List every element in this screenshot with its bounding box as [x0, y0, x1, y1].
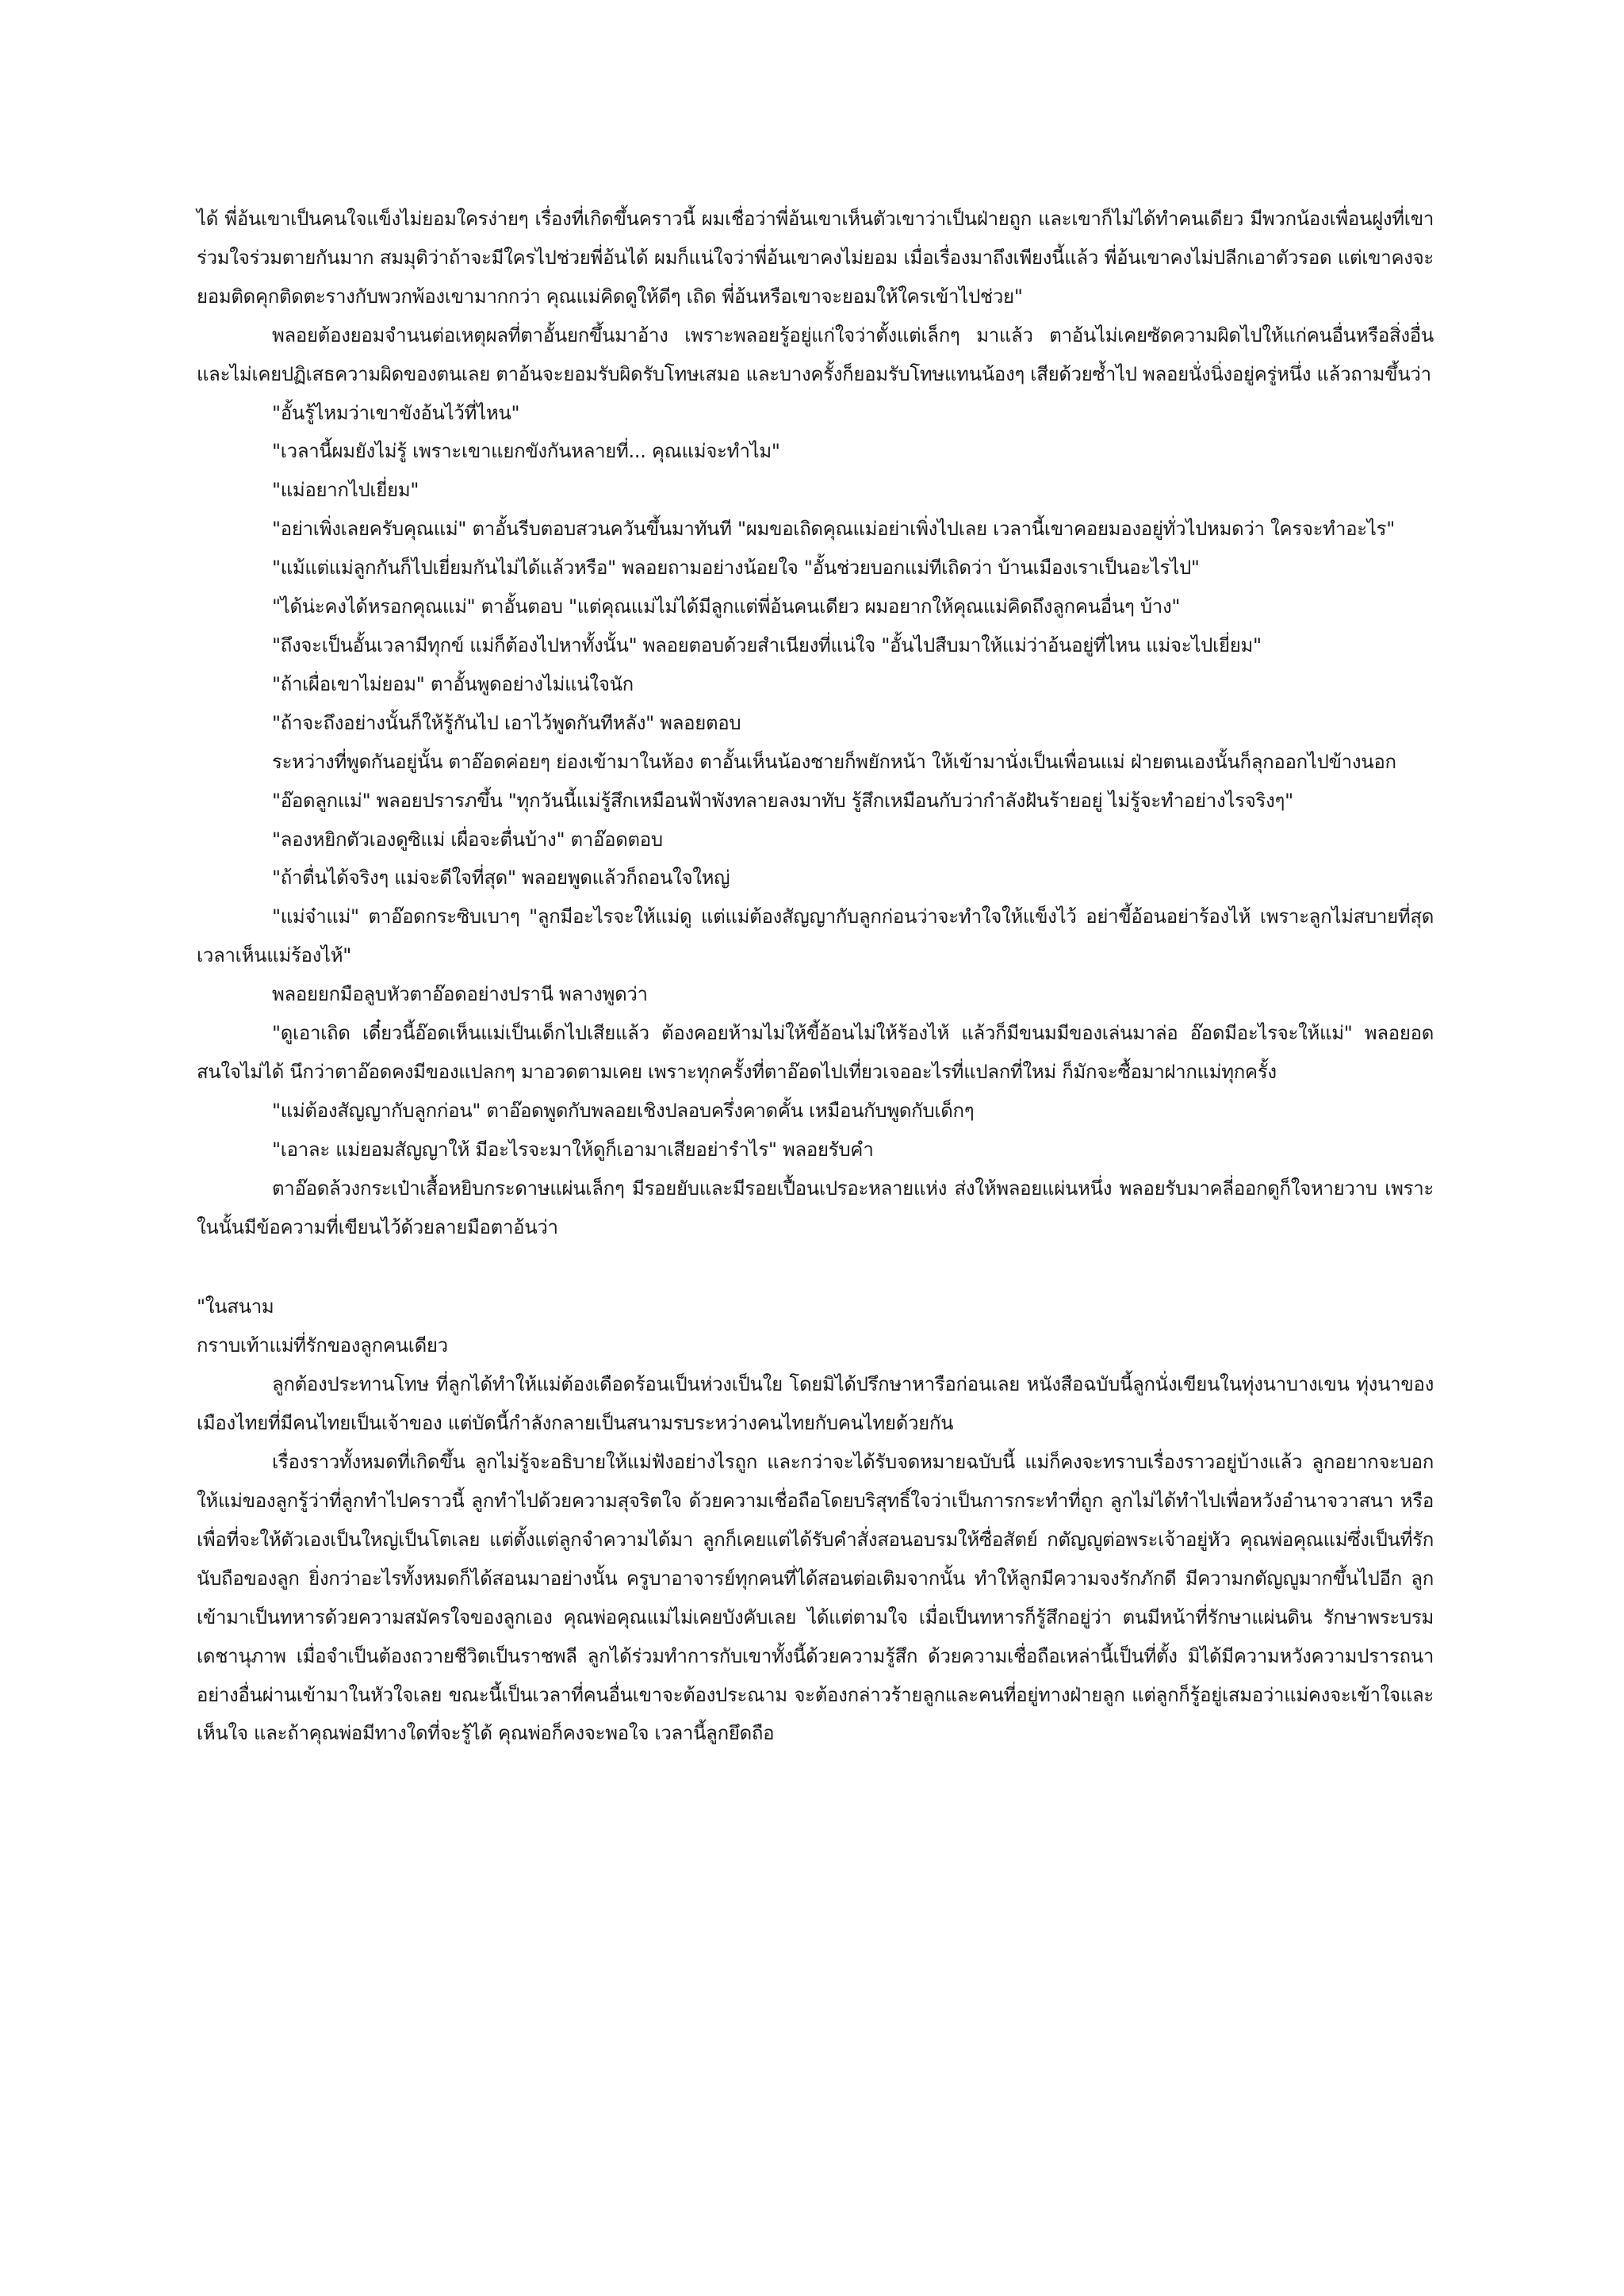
- letter-paragraph: เรื่องราวทั้งหมดที่เกิดขึ้น ลูกไม่รู้จะอธิบายให้แม่ฟังอย่างไรถูก และกว่าจะได้รับจดหมายฉบับนี้ แม่ก็คงจะทราบเรื่องราวอยู่บ้างแล้ว ลูกอยากจะบอกให้แม่ของลูกรู้ว่าที่ลูกทำไปคราวนี้ ลูกทำไปด้วยความสุจริตใจ ด้วยความเชื่อถือโดยบริสุทธิ์ใจว่าเป็นการกระทำที่ถูก ลูกไม่ได้ทำไปเพื่อหวังอำนาจวาสนา หรือเพื่อที่จะให้ตัวเองเป็นใหญ่เป็นโตเลย แต่ตั้งแต่ลูกจำความได้มา ลูกก็เคยแต่ได้รับคำสั่งสอนอบรมให้ซื่อสัตย์ กตัญญูต่อพระเจ้าอยู่หัว คุณพ่อคุณแม่ซึ่งเป็นที่รักนับถือของลูก ยิ่งกว่าอะไรทั้งหมดก็ได้สอนมาอย่างนั้น ครูบาอาจารย์ทุกคนที่ได้สอนต่อเติมจากนั้น ทำให้ลูกมีความจงรักภักดี มีความกตัญญูมากขึ้นไปอีก ลูกเข้ามาเป็นทหารด้วยความสมัครใจของลูกเอง คุณพ่อคุณแม่ไม่เคยบังคับเลย ได้แต่ตามใจ เมื่อเป็นทหารก็รู้สึกอยู่ว่า ตนมีหน้าที่รักษาแผ่นดิน รักษาพระบรมเดชานุภาพ เมื่อจำเป็นต้องถวายชีวิตเป็นราชพลี ลูกได้ร่วมทำการกับเขาทั้งนี้ด้วยความรู้สึก ด้วยความเชื่อถือเหล่านี้เป็นที่ตั้ง มิได้มีความหวังความปรารถนาอย่างอื่นผ่านเข้ามาในหัวใจเลย ขณะนี้เป็นเวลาที่คนอื่นเขาจะต้องประณาม จะต้องกล่าวร้ายลูกและคนที่อยู่ทางฝ่ายลูก แต่ลูกก็รู้อยู่เสมอว่าแม่คงจะเข้าใจและเห็นใจ และถ้าคุณพ่อมีทางใดที่จะรู้ได้ คุณพ่อก็คงจะพอใจ เวลานี้ลูกยึดถือ: [197, 1451, 1434, 1745]
- dialogue-line: "อ๊อดลูกแม่" พลอยปรารภขึ้น "ทุกวันนี้แม่รู้สึกเหมือนฟ้าพังทลายลงมาทับ รู้สึกเหมือนกับว่ากำลังฝันร้ายอยู่ ไม่รู้จะทำอย่างไรจริงๆ": [272, 789, 1293, 812]
- dialogue-line: "แม่ต้องสัญญากับลูกก่อน" ตาอ๊อดพูดกับพลอยเชิงปลอบครึ่งคาดคั้น เหมือนกับพูดกับเด็กๆ: [272, 1099, 975, 1122]
- narrative-block: [197, 200, 1434, 1246]
- dialogue-line: "ถ้าเผื่อเขาไม่ยอม" ตาอั้นพูดอย่างไม่แน่ใจนัก: [272, 672, 634, 695]
- dialogue-line: "ถึงจะเป็นอั้นเวลามีทุกข์ แม่ก็ต้องไปหาทั้งนั้น" พลอยตอบด้วยสำเนียงที่แน่ใจ "อั้นไปสืบมาให้แม่ว่าอ้นอยู่ที่ไหน แม่จะไปเยี่ยม": [272, 633, 1262, 656]
- dialogue-line: "อั้นรู้ไหมว่าเขาขังอ้นไว้ที่ไหน": [272, 401, 520, 424]
- letter-salutation: กราบเท้าแม่ที่รักของลูกคนเดียว: [197, 1334, 448, 1357]
- dialogue-line: "แม่จ๋าแม่" ตาอ๊อดกระซิบเบาๆ "ลูกมีอะไรจะให้แม่ดู แต่แม่ต้องสัญญากับลูกก่อนว่าจะทำใจให้แข็งไว้ อย่าขี้อ้อนอย่าร้องไห้ เพราะลูกไม่สบายที่สุดเวลาเห็นแม่ร้องไห้": [197, 905, 1434, 967]
- letter-paragraph: ลูกต้องประทานโทษ ที่ลูกได้ทำให้แม่ต้องเดือดร้อนเป็นห่วงเป็นใย โดยมิได้ปรึกษาหารือก่อนเลย หนังสือฉบับนี้ลูกนั่งเขียนในทุ่งนาบางเขน ทุ่งนาของเมืองไทยที่มีคนไทยเป็นเจ้าของ แต่บัดนี้กำลังกลายเป็นสนามรบระหว่างคนไทยกับคนไทยด้วยกัน: [197, 1373, 1434, 1435]
- dialogue-line: "ลองหยิกตัวเองดูซิแม่ เผื่อจะตื่นบ้าง" ตาอ๊อดตอบ: [272, 828, 663, 851]
- dialogue-line: "เอาละ แม่ยอมสัญญาให้ มีอะไรจะมาให้ดูก็เอามาเสียอย่ารำไร" พลอยรับคำ: [272, 1138, 874, 1161]
- paragraph: ได้ พี่อ้นเขาเป็นคนใจแข็งไม่ยอมใครง่ายๆ เรื่องที่เกิดขึ้นคราวนี้ ผมเชื่อว่าพี่อ้นเขาเห็นตัวเขาว่าเป็นฝ่ายถูก และเขาก็ไม่ได้ทำคนเดียว มีพวกน้องเพื่อนฝูงที่เขาร่วมใจร่วมตายกันมาก สมมุติว่าถ้าจะมีใครไปช่วยพี่อ้นได้ ผมก็แน่ใจว่าพี่อ้นเขาคงไม่ยอม เมื่อเรื่องมาถึงเพียงนี้แล้ว พี่อ้นเขาคงไม่ปลีกเอาตัวรอด แต่เขาคงจะยอมติดคุกติดตะรางกับพวกพ้องเขามากกว่า คุณแม่คิดดูให้ดีๆ เถิด พี่อ้นหรือเขาจะยอมให้ใครเข้าไปช่วย": [197, 208, 1434, 308]
- dialogue-line: "แม้แต่แม่ลูกกันก็ไปเยี่ยมกันไม่ได้แล้วหรือ" พลอยถามอย่างน้อยใจ "อั้นช่วยบอกแม่ทีเถิดว่า บ้านเมืองเราเป็นอะไรไป": [272, 557, 1200, 580]
- letter-block: [197, 1288, 1434, 1753]
- paragraph: ตาอ๊อดล้วงกระเป๋าเสื้อหยิบกระดาษแผ่นเล็กๆ มีรอยยับและมีรอยเปื้อนเปรอะหลายแห่ง ส่งให้พลอยแผ่นหนึ่ง พลอยรับมาคลี่ออกดูก็ใจหายวาบ เพราะในนั้นมีข้อความที่เขียนไว้ด้วยลายมือตาอ้นว่า: [197, 1177, 1434, 1238]
- paragraph: พลอยยกมือลูบหัวตาอ๊อดอย่างปรานี พลางพูดว่า: [272, 983, 648, 1006]
- letter-place: "ในสนาม: [197, 1295, 274, 1318]
- paragraph: พลอยต้องยอมจำนนต่อเหตุผลที่ตาอั้นยกขึ้นมาอ้าง เพราะพลอยรู้อยู่แก่ใจว่าตั้งแต่เล็กๆ มาแล้ว ตาอ้นไม่เคยซัดความผิดไปให้แก่คนอื่นหรือสิ่งอื่น และไม่เคยปฏิเสธความผิดของตนเลย ตาอ้นจะยอมรับผิดรับโทษเสมอ และบางครั้งก็ยอมรับโทษแทนน้องๆ เสียด้วยซ้ำไป พลอยนั่งนิ่งอยู่ครู่หนึ่ง แล้วถามขึ้นว่า: [197, 323, 1434, 385]
- dialogue-line: "ดูเอาเถิด เดี๋ยวนี้อ๊อดเห็นแม่เป็นเด็กไปเสียแล้ว ต้องคอยห้ามไม่ให้ขี้อ้อนไม่ให้ร้องไห้ แล้วก็มีขนมมีของเล่นมาล่อ อ๊อดมีอะไรจะให้แม่" พลอยอดสนใจไม่ได้ นึกว่าตาอ๊อดคงมีของแปลกๆ มาอวดตามเคย เพราะทุกครั้งที่ตาอ๊อดไปเที่ยวเจออะไรที่แปลกที่ใหม่ ก็มักจะซื้อมาฝากแม่ทุกครั้ง: [197, 1022, 1434, 1083]
- dialogue-line: "เวลานี้ผมยังไม่รู้ เพราะเขาแยกขังกันหลายที่... คุณแม่จะทำไม": [272, 440, 780, 463]
- dialogue-line: "ถ้าจะถึงอย่างนั้นก็ให้รู้กันไป เอาไว้พูดกันทีหลัง" พลอยตอบ: [272, 711, 741, 734]
- paragraph: ระหว่างที่พูดกันอยู่นั้น ตาอ๊อดค่อยๆ ย่องเข้ามาในห้อง ตาอั้นเห็นน้องชายก็พยักหน้า ให้เข้ามานั่งเป็นเพื่อนแม่ ฝ่ายตนเองนั้นก็ลุกออกไปข้างนอก: [272, 750, 1396, 773]
- dialogue-line: "แม่อยากไปเยี่ยม": [272, 479, 419, 502]
- dialogue-line: "ได้น่ะคงได้หรอกคุณแม่" ตาอั้นตอบ "แต่คุณแม่ไม่ได้มีลูกแต่พี่อ้นคนเดียว ผมอยากให้คุณแม่คิดถึงลูกคนอื่นๆ บ้าง": [272, 595, 1181, 618]
- dialogue-line: "อย่าเพิ่งเลยครับคุณแม่" ตาอั้นรีบตอบสวนควันขึ้นมาทันที "ผมขอเถิดคุณแม่อย่าเพิ่งไปเลย เวลานี้เขาคอยมองอยู่ทั่วไปหมดว่า ใครจะทำอะไร": [272, 518, 1395, 541]
- dialogue-line: "ถ้าตื่นได้จริงๆ แม่จะดีใจที่สุด" พลอยพูดแล้วก็ถอนใจใหญ่: [272, 867, 730, 890]
- body-text: [197, 200, 1434, 1753]
